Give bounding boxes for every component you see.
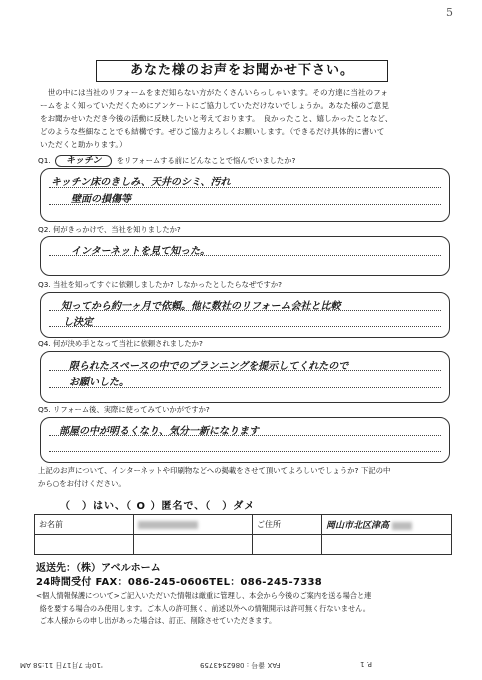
q3-label: Q3. 当社を知ってすぐに依頼しましたか? しなかったとしたらなぜですか? [38,280,282,289]
fax-footer-center: FAX 番号 : 0862543759 [200,661,281,669]
q2-answer-line: インターネットを見て知った。 [71,246,211,257]
q4-answer-box[interactable] [40,351,450,403]
name-label: お名前 [35,515,134,535]
privacy-line: <個人情報保護について>ご記入いただいた情報は厳重に管理し、本会から今後のご案内を送る場合と連 [36,591,372,600]
contact-table [34,514,452,555]
q4-label: Q4. 何が決め手となって当社に依頼されましたか? [38,339,203,348]
blank-cell [253,535,322,555]
address-value[interactable] [322,515,452,535]
permission-line: 上記のお声について、インターネットや印刷物などへの掲載をさせて頂いてよろしいでしょうか? 下記の中 [38,466,391,475]
permission-line: から○をお付けください。 [38,479,126,488]
blank-cell [134,535,253,555]
q1-answer-line: キッチン床のきしみ、天井のシミ、汚れ [51,177,231,188]
permission-text [38,464,448,490]
redacted-name [138,521,198,529]
q5-answer-box[interactable] [40,417,450,463]
name-value[interactable] [134,515,253,535]
q1-prefix: Q1. [38,156,51,165]
q1-answer-line: 壁面の損傷等 [71,194,131,205]
fax-footer-left: P. 1 [360,660,373,668]
redacted-address [392,522,412,530]
q4-answer-line: 限られたスペースの中でのプランニングを提示してくれたので [69,361,349,372]
privacy-line: 絡を要する場合のみ使用します。ご本人の許可無く、前述以外への情報開示は許可無く行ないません。 [39,603,370,613]
q5-label: Q5. リフォーム後、実際に使ってみていかがですか? [38,405,210,414]
q1-label [38,155,295,167]
q1-blank [55,155,112,167]
intro-text [40,86,450,151]
q2-answer-box[interactable] [40,236,450,276]
fax-tel-line: 24時間受付 FAX：086-245-0606TEL：086-245-7338 [36,577,323,588]
page-title: あなた様のお声をお聞かせ下さい。 [96,60,388,82]
q1-text: をリフォームする前にどんなことで悩んでいましたか? [116,156,296,165]
intro-line: いただくと助かります。） [40,140,127,149]
q3-answer-box[interactable] [40,292,450,338]
privacy-notice [36,590,456,628]
q5-answer-line: 部屋の中が明るくなり、気分一新になります [59,426,259,437]
intro-line: をお聞かせいただき今後の活動に反映したいと考えております。 良かったこと、嬉しかったことなど、 [40,114,393,123]
blank-cell [35,535,134,555]
q3-answer-line: し決定 [63,317,93,328]
q3-answer-line: 知ってから約一ヶ月で依頼。他に数社のリフォーム会社と比較 [61,301,341,312]
ruled-line [49,451,441,452]
fax-footer-right: '10年 7月17日 11:58 AM [20,661,103,669]
address-label: ご住所 [253,515,322,535]
return-address: 返送先：（株）アベルホーム [36,563,161,574]
intro-line: どのような些細なことでも結構です。ぜひご協力よろしくお願いします。（できるだけ具体的に書いて [40,127,385,136]
ruled-line [49,326,441,327]
q2-label: Q2. 何がきっかけで、当社を知りましたか? [38,225,181,234]
intro-line: ームをよく知っていただくためにアンケートにご協力していただけないでしょうか。あなた様のご意見 [40,101,389,110]
address-handwriting: 岡山市北区津高 [326,521,390,531]
publish-options[interactable]: （ ）はい、（ O ）匿名で、（ ）ダメ [60,501,256,512]
q1-answer-box[interactable] [40,168,450,222]
page-number: 5 [446,6,453,19]
intro-line: 世の中には当社のリフォームをまだ知らない方がたくさんいらっしゃいます。その方達に当社のフォ [47,88,388,97]
privacy-line: ご本人様からの申し出があった場合は、訂正、削除させていただきます。 [39,616,277,625]
q4-answer-line: お願いした。 [69,377,129,388]
q1-blank-answer: キッチン [66,156,102,166]
blank-cell [322,535,452,555]
